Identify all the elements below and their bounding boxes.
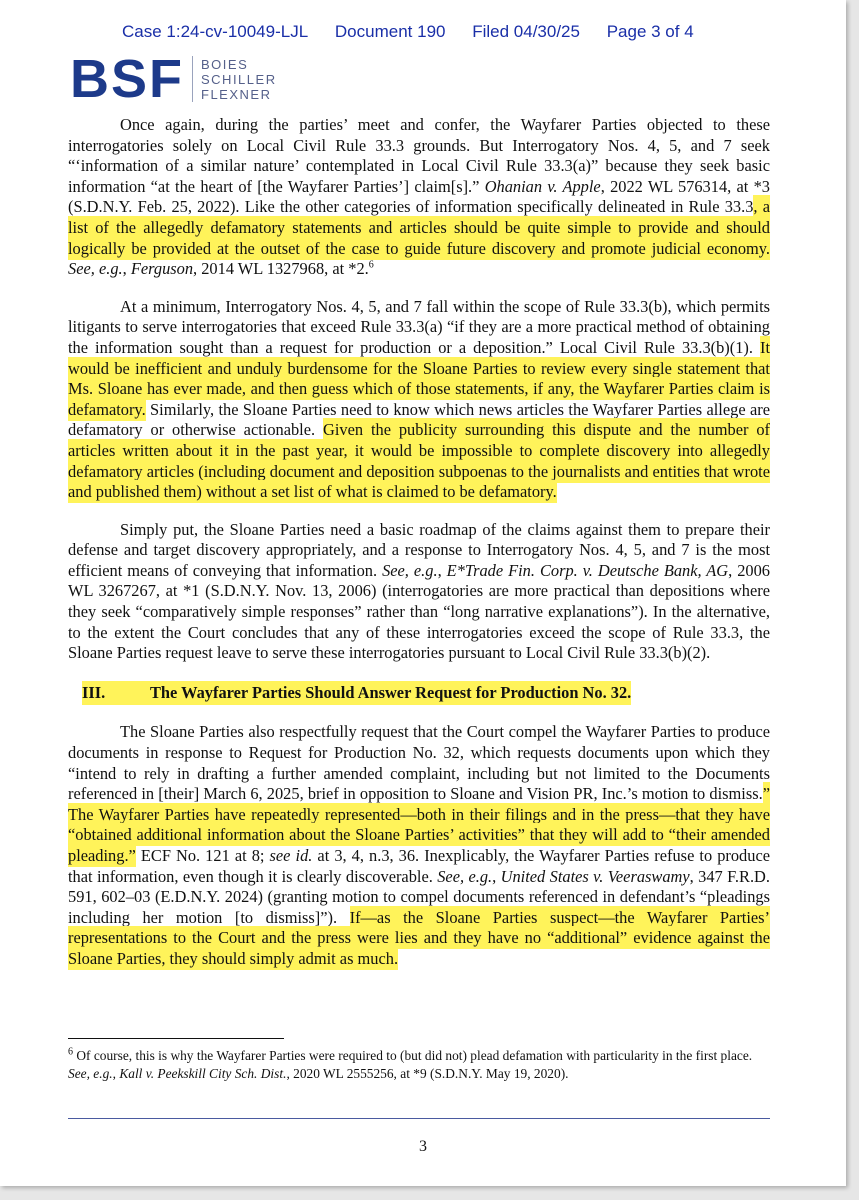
text-run: , [112,1065,120,1081]
logo-wordmark [201,57,277,102]
text-run: , [492,866,501,886]
text-run: , 2022 WL 576314, at *3 (S.D.N.Y. Feb. 25, 2022). Like the other categories of information specifically delineated in Rule 33.3 [68,176,771,217]
page-number: 3 [419,1138,427,1155]
logo-divider [192,56,193,102]
text-run: , 347 F.R.D. 591, 602–03 (E.D.N.Y. 2024) (granting motion to compel documents referenced in defendant’s “pleadings including her motion [to dismiss]”). [68,866,770,927]
filed-date: Filed 04/30/25 [472,22,580,41]
footer-divider [68,1118,770,1119]
section-heading [68,681,770,706]
case-header [122,22,716,42]
firm-logo [70,49,277,109]
case-citation: Ohanian v. Apple [484,176,601,196]
footnote [68,1047,770,1082]
logo-word-2: SCHILLER [201,71,277,87]
section-title: The Wayfarer Parties Should Answer Request for Production No. 32. [150,681,631,706]
text-run: , 2020 WL 2555256, at *9 (S.D.N.Y. May 19, 2020). [286,1065,569,1081]
text-run: Once again, during the parties’ meet and confer, the Wayfarer Parties objected to these interrogatories solely on Local Civil Rule 33.3 grounds. But Interrogatory Nos. 4, 5, and 7 seek “‘information of a similar nature’ contemplated in Local Civil Rule 33.3(a)” because they seek basic information “at the heart of [the Wayfarer Parties’] claim[s].” [68,115,770,196]
paragraph-3 [68,520,770,664]
document-body [68,115,770,987]
highlighted-text: , a list of the allegedly defamatory statements and articles should be quite simple to provide and should logically be provided at the outset of the case to guide future discovery and promote judicial economy. [68,197,770,258]
text-run: at 3, 4, n.3, 36. Inexplicably, the Wayfarer Parties refuse to produce that information, even though it is clearly discoverable. [68,846,770,886]
text-run: , [122,259,131,279]
highlighted-text: ” The Wayfarer Parties have repeatedly represented—both in their filings and in the press—that they have “obtained additional information about the Sloane Parties’ activities” that they will add to “their amended pleading.” [68,784,770,865]
case-citation: United States v. Veeraswamy [500,866,690,886]
case-citation: Ferguson [130,259,194,279]
signal-citation: See, e.g. [382,560,438,580]
text-run: Of course, this is why the Wayfarer Parties were required to (but did not) plead defamation with particularity in the first place. [73,1048,753,1063]
paragraph-1 [68,115,770,280]
section-number: III. [82,681,150,706]
text-run: Similarly, the Sloane Parties need to know which news articles the Wayfarer Parties allege are defamatory or otherwise actionable. [68,399,770,440]
case-number: Case 1:24-cv-10049-LJL [122,22,309,41]
signal-citation: See, e.g. [68,259,123,279]
text-run: , 2014 WL 1327968, at *2. [193,259,369,279]
footnote-divider [68,1038,284,1039]
case-citation: E*Trade Fin. Corp. v. Deutsche Bank, AG [446,560,729,580]
logo-mark: BSF [70,49,184,109]
footnote-ref[interactable]: 6 [368,259,374,271]
highlighted-text: It would be inefficient and unduly burdensome for the Sloane Parties to review every single statement that Ms. Sloane has ever made, and then guess which of those statements, if any, the Wayfarer Parties claim is defamatory. [68,337,770,419]
paragraph-2 [68,297,770,503]
text-run: The Sloane Parties also respectfully request that the Court compel the Wayfarer Parties to produce documents in response to Request for Production No. 32, which requests documents upon which they “intend to rely in drafting a further amended complaint, including but not limited to the Documents referenced in [their] March 6, 2025, brief in opposition to Sloane and Vision PR, Inc.’s motion to dismiss. [68,722,770,804]
text-run: ECF No. 121 at 8; [135,846,270,865]
case-citation: Kall v. Peekskill City Sch. Dist. [119,1065,287,1081]
signal-citation: See, e.g. [68,1065,113,1081]
text-run: , 2006 WL 3267267, at *1 (S.D.N.Y. Nov. 13, 2006) (interrogatories are more practical than depositions where they seek “comparatively simple responses” rather than “long narrative explanations”). In the alternative, to the extent the Court concludes that any of these interrogatories exceed the scope of Rule 33.3, the Sloane Parties request leave to serve these interrogatories pursuant to Local Civil Rule 33.3(b)(2). [68,560,771,663]
text-run: , [437,560,447,580]
signal-citation: See, e.g. [437,866,493,886]
page-indicator: Page 3 of 4 [606,22,694,41]
text-run: Simply put, the Sloane Parties need a basic roadmap of the claims against them to prepare their defense and target discovery appropriately, and a response to Interrogatory Nos. 4, 5, and 7 is the most efficient means of conveying that information. [68,519,770,580]
document-number: Document 190 [334,22,446,41]
footnote-number: 6 [68,1046,73,1058]
highlighted-text: Given the publicity surrounding this dispute and the number of articles written about it in the past year, it would be impossible to complete discovery into allegedly defamatory articles (including document and deposition subpoenas to the journalists and entities that wrote and published them) without a set list of what is claimed to be defamatory. [68,420,770,502]
logo-word-3: FLEXNER [201,86,272,102]
signal-citation: see id. [269,846,313,865]
highlighted-text: If—as the Sloane Parties suspect—the Wayfarer Parties’ representations to the Court and the press were lies and they have no “additional” evidence against the Sloane Parties, they should simply admit as much. [68,907,770,968]
paragraph-4 [68,722,770,969]
text-run: At a minimum, Interrogatory Nos. 4, 5, and 7 fall within the scope of Rule 33.3(b), which permits litigants to serve interrogatories that exceed Rule 33.3(a) “if they are a more practical method of obtaining the information sought than a request for production or a deposition.” Local Civil Rule 33.3(b)(1). [68,296,770,357]
logo-word-1: BOIES [201,56,249,72]
